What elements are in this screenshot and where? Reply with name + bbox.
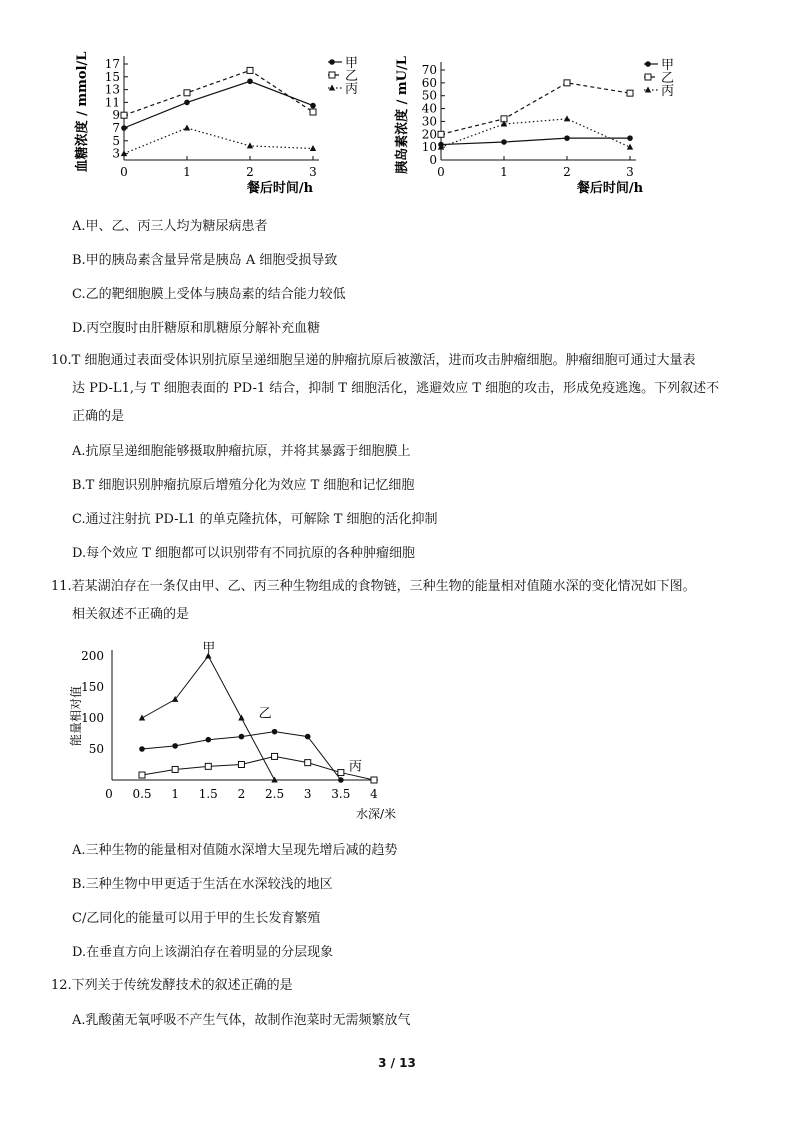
data-point-丙 <box>564 115 570 121</box>
x-tick-label: 4 <box>370 787 378 801</box>
x-tick-label: 2 <box>246 165 254 179</box>
legend-marker-甲 <box>329 59 335 65</box>
data-point-丙 <box>184 125 190 131</box>
x-tick-label: 3.5 <box>331 787 351 801</box>
y-tick-label: 30 <box>421 114 437 129</box>
data-point-甲 <box>564 135 570 141</box>
x-tick-label: 0 <box>120 165 128 179</box>
series-line-甲 <box>441 138 630 144</box>
q11-stem-line-2: 相关叙述不正确的是 <box>72 607 190 622</box>
data-point-丙 <box>172 766 178 772</box>
y-axis-title: 能量相对值 <box>69 685 83 747</box>
q11-option-d: D.在垂直方向上该湖泊存在着明显的分层现象 <box>72 945 334 960</box>
blood-glucose-chart <box>70 48 370 208</box>
q10-option-c: C.通过注射抗 PD-L1 的单克隆抗体，可解除 T 细胞的活化抑制 <box>72 512 438 527</box>
x-tick-label: 0 <box>437 165 445 179</box>
y-tick-label: 5 <box>112 133 120 148</box>
data-point-丙 <box>371 777 377 783</box>
energy-depth-chart <box>66 640 426 830</box>
data-point-甲 <box>238 715 244 721</box>
y-tick-label: 17 <box>104 57 120 71</box>
q10-option-b: B.T 细胞识别肿瘤抗原后增殖分化为效应 T 细胞和记忆细胞 <box>72 478 415 493</box>
series-line-丙 <box>124 128 313 154</box>
y-tick-label: 10 <box>421 140 437 155</box>
q9-option-b: B.甲的胰岛素含量异常是胰岛 A 细胞受损导致 <box>72 253 338 268</box>
data-point-甲 <box>310 103 316 109</box>
x-tick-label: 3 <box>626 165 634 179</box>
legend-label-甲: 甲 <box>661 58 675 73</box>
data-point-乙 <box>438 131 444 137</box>
data-point-丙 <box>139 772 145 778</box>
series-label-丙: 丙 <box>348 759 362 775</box>
data-point-乙 <box>305 734 311 740</box>
data-point-丙 <box>247 142 253 148</box>
data-point-丙 <box>238 762 244 768</box>
q10-option-d: D.每个效应 T 细胞都可以识别带有不同抗原的各种肿瘤细胞 <box>72 546 416 561</box>
y-tick-label: 100 <box>81 711 104 725</box>
y-tick-label: 50 <box>421 88 437 103</box>
q11-stem-line-1: 11.若某湖泊存在一条仅由甲、乙、丙三种生物组成的食物链，三种生物的能量相对值随水深的变化情况如下图。 <box>51 579 696 594</box>
data-point-乙 <box>338 777 344 783</box>
y-tick-label: 70 <box>421 63 437 77</box>
q11-option-b: B.三种生物中甲更适于生活在水深较浅的地区 <box>72 877 333 892</box>
q10-stem-line-3: 正确的是 <box>72 409 125 424</box>
series-line-乙 <box>441 83 630 134</box>
data-point-甲 <box>501 139 507 145</box>
legend-marker-乙 <box>645 74 651 80</box>
x-axis-title: 餐后时间/h <box>576 181 644 196</box>
q11-option-a: A.三种生物的能量相对值随水深增大呈现先增后减的趋势 <box>72 843 398 858</box>
y-tick-label: 15 <box>104 69 120 84</box>
legend-label-甲: 甲 <box>345 56 359 71</box>
data-point-甲 <box>121 125 127 131</box>
x-tick-label: 1 <box>171 787 179 801</box>
x-tick-label: 3 <box>303 787 312 801</box>
data-point-乙 <box>247 67 253 73</box>
data-point-乙 <box>184 90 190 96</box>
data-point-甲 <box>627 135 633 141</box>
y-tick-label: 0 <box>429 153 437 167</box>
insulin-chart <box>392 48 692 208</box>
y-tick-label: 20 <box>421 127 437 142</box>
data-point-甲 <box>184 100 190 106</box>
x-tick-label: 1 <box>500 165 508 179</box>
series-line-乙 <box>124 70 313 115</box>
q10-stem-line-2: 达 PD-L1,与 T 细胞表面的 PD-1 结合，抑制 T 细胞活化，逃避效应 T 细胞的攻击，形成免疫逃逸。下列叙述不 <box>72 381 720 396</box>
data-point-丙 <box>272 753 278 759</box>
data-point-甲 <box>247 78 253 84</box>
x-tick-label: 2 <box>563 165 571 179</box>
y-axis-title: 血糖浓度 / mmol/L <box>75 51 90 173</box>
y-tick-label: 200 <box>81 649 104 663</box>
legend-marker-丙 <box>645 87 651 93</box>
data-point-丙 <box>305 760 311 766</box>
x-tick-label: 2 <box>237 787 246 801</box>
y-tick-label: 9 <box>112 108 120 123</box>
q12-stem: 12.下列关于传统发酵技术的叙述正确的是 <box>51 978 293 993</box>
legend-label-丙: 丙 <box>661 84 675 99</box>
data-point-乙 <box>310 109 316 115</box>
y-tick-label: 50 <box>88 742 104 756</box>
q10-stem-line-1: 10.T 细胞通过表面受体识别抗原呈递细胞呈递的肿瘤抗原后被激活，进而攻击肿瘤细胞。肿瘤细胞可通过大量表 <box>51 353 696 368</box>
legend-label-乙: 乙 <box>661 71 675 86</box>
legend-label-乙: 乙 <box>345 69 359 84</box>
q12-option-a: A.乳酸菌无氧呼吸不产生气体，故制作泡菜时无需频繁放气 <box>72 1013 411 1028</box>
legend-label-丙: 丙 <box>345 82 359 97</box>
data-point-乙 <box>205 737 211 743</box>
y-tick-label: 40 <box>421 101 437 116</box>
data-point-丙 <box>310 145 316 151</box>
y-tick-label: 60 <box>421 75 437 90</box>
data-point-乙 <box>627 90 633 96</box>
series-label-乙: 乙 <box>258 706 272 722</box>
data-point-丙 <box>338 770 344 776</box>
data-point-乙 <box>272 729 278 735</box>
data-point-乙 <box>172 743 178 749</box>
legend-marker-丙 <box>329 85 335 91</box>
x-tick-label: 0 <box>105 787 113 801</box>
y-tick-label: 150 <box>81 680 104 694</box>
x-axis-title: 餐后时间/h <box>246 181 314 196</box>
y-tick-label: 13 <box>104 82 120 97</box>
data-point-乙 <box>121 112 127 118</box>
y-tick-label: 3 <box>112 146 120 161</box>
series-label-甲: 甲 <box>202 641 216 656</box>
x-tick-label: 0.5 <box>132 787 152 801</box>
data-point-乙 <box>239 734 245 740</box>
x-tick-label: 2.5 <box>265 787 285 801</box>
q10-option-a: A.抗原呈递细胞能够摄取肿瘤抗原，并将其暴露于细胞膜上 <box>72 444 411 459</box>
q9-option-d: D.丙空腹时由肝糖原和肌糖原分解补充血糖 <box>72 321 321 336</box>
q9-option-a: A.甲、乙、丙三人均为糖尿病患者 <box>72 219 268 234</box>
q9-option-c: C.乙的靶细胞膜上受体与胰岛素的结合能力较低 <box>72 287 346 302</box>
x-tick-label: 1.5 <box>198 787 218 801</box>
legend-marker-乙 <box>329 72 335 78</box>
x-tick-label: 1 <box>183 165 191 179</box>
y-tick-label: 11 <box>104 95 120 110</box>
y-axis-title: 胰岛素浓度 / mU/L <box>395 56 410 174</box>
q11-option-c: C/乙同化的能量可以用于甲的生长发育繁殖 <box>72 911 321 926</box>
y-tick-label: 7 <box>112 121 120 135</box>
x-axis-title: 水深/米 <box>355 807 397 821</box>
data-point-丙 <box>205 763 211 769</box>
page-number: 3 / 13 <box>378 1056 416 1070</box>
x-tick-label: 3 <box>309 165 317 179</box>
data-point-甲 <box>139 715 145 721</box>
data-point-乙 <box>564 80 570 86</box>
legend-marker-甲 <box>645 61 651 67</box>
data-point-乙 <box>139 746 145 752</box>
